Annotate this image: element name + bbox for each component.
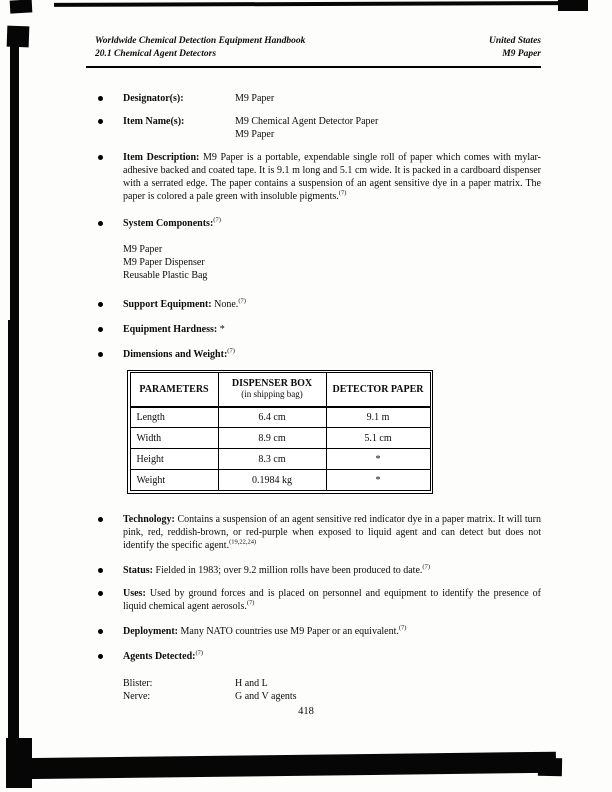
dimensions-table: [127, 370, 433, 494]
header-rule: [86, 66, 541, 68]
field-status: [95, 564, 541, 577]
value-cell: 8.3 cm: [218, 449, 326, 470]
agents-detected-rows: [123, 677, 541, 703]
item-description-label: Item Description:: [123, 151, 200, 163]
item-name-value: M9 Chemical Agent Detector Paper: [235, 115, 379, 127]
reference-superscript: (7): [422, 563, 430, 571]
status-text: Fielded in 1983; over 9.2 million rolls have been produced to date.: [155, 564, 423, 576]
bullet-icon: [98, 119, 103, 124]
bullet-icon: [98, 155, 103, 160]
deployment-label: Deployment:: [123, 625, 178, 637]
item-label: M9 Paper: [502, 48, 541, 59]
reference-superscript: (7): [338, 189, 347, 197]
bullet-icon: [98, 591, 103, 596]
technology-label: Technology:: [123, 513, 175, 525]
uses-label: Uses:: [123, 587, 146, 599]
reference-superscript: (7): [238, 297, 246, 305]
field-equipment-hardness: [95, 323, 541, 336]
bullet-icon: [98, 629, 103, 634]
field-support-equipment: [95, 298, 541, 311]
param-cell: Height: [130, 449, 218, 470]
field-uses: [95, 587, 541, 613]
agent-type: Nerve:: [123, 690, 151, 702]
bullet-icon: [98, 654, 103, 659]
field-dimensions-weight: [95, 348, 541, 361]
col-header-dispenser-box: [218, 373, 326, 407]
reference-superscript: (7): [213, 216, 221, 224]
scan-artifact-top-line: [54, 1, 562, 7]
value-cell: *: [326, 470, 430, 491]
uses-text: Used by ground forces and is placed on personnel and equipment to identify the presence of liquid chemical agent aerosols.: [123, 587, 542, 612]
table-row: [130, 449, 430, 470]
dimensions-weight-label: Dimensions and Weight:: [123, 348, 228, 360]
scan-artifact-bottom-left: [6, 738, 32, 788]
bullet-icon: [98, 517, 103, 522]
system-components-list: [123, 243, 541, 282]
value-cell: 6.4 cm: [218, 407, 326, 428]
param-cell: Length: [130, 407, 218, 428]
value-cell: 9.1 m: [326, 407, 430, 428]
component-item: M9 Paper: [123, 243, 163, 255]
value-cell: *: [326, 449, 430, 470]
component-item: Reusable Plastic Bag: [123, 269, 208, 281]
reference-superscript: (7): [227, 347, 235, 355]
bullet-icon: [98, 568, 103, 573]
agent-row: [123, 690, 541, 703]
item-name-label: Item Name(s):: [123, 115, 185, 127]
header-right: [489, 35, 541, 61]
bullet-icon: [98, 352, 103, 357]
col-header-detector-paper: DETECTOR PAPER: [326, 373, 430, 407]
page-content: [95, 35, 541, 703]
agent-type: Blister:: [123, 677, 153, 689]
agents-detected-label: Agents Detected:: [123, 650, 196, 662]
field-item-name: [95, 115, 541, 141]
value-cell: 5.1 cm: [326, 428, 430, 449]
field-item-description: [95, 151, 541, 203]
reference-superscript: (7): [195, 649, 204, 657]
agent-row: [123, 677, 541, 690]
page-header: [95, 35, 541, 61]
col-header-text: DISPENSER BOX: [231, 378, 313, 390]
agent-names: H and L: [235, 677, 268, 689]
table-container: [123, 361, 541, 499]
value-cell: 0.1984 kg: [218, 470, 326, 491]
reference-superscript: (7): [246, 599, 255, 607]
technology-text: Contains a suspension of an agent sensitive red indicator dye in a paper matrix. It will turn pink, red, reddish-brown, or red-purple when exposed to liquid agent and can detect but does not identify the specific agent.: [123, 513, 542, 551]
bullet-icon: [98, 96, 103, 101]
status-label: Status:: [123, 564, 154, 576]
equipment-hardness-label: Equipment Hardness:: [123, 323, 218, 335]
bullet-icon: [98, 327, 103, 332]
table-row: [130, 428, 430, 449]
support-equipment-label: Support Equipment:: [123, 298, 212, 310]
value-cell: 8.9 cm: [218, 428, 326, 449]
equipment-hardness-value: *: [219, 323, 225, 335]
bullet-icon: [98, 302, 103, 307]
scan-artifact-bottom-right: [538, 758, 562, 776]
item-description-text: M9 Paper is a portable, expendable single roll of paper which comes with mylar-adhesive backed and coated tape. It is 9.1 m long and 5.1 cm wide. It is packed in a cardboard dispenser with a serrated edge. The paper contains a suspension of an agent sensitive dye in a paper matrix. The paper is colored a pale green with insoluble pigments.: [123, 151, 541, 202]
field-agents-detected: [95, 650, 541, 663]
system-components-label: System Components:: [123, 217, 214, 229]
country-label: United States: [489, 36, 541, 46]
scan-artifact-top-right: [558, 0, 588, 11]
field-designator: [95, 92, 541, 105]
table-header-row: [130, 373, 430, 407]
component-item: M9 Paper Dispenser: [123, 256, 205, 268]
deployment-text: Many NATO countries use M9 Paper or an equivalent.: [180, 625, 399, 637]
reference-superscript: (7): [398, 624, 407, 632]
field-deployment: [95, 625, 541, 638]
designator-label: Designator(s):: [123, 92, 184, 104]
support-equipment-value: None.: [214, 298, 239, 310]
page-number: 418: [298, 706, 314, 717]
scan-artifact-bottom-bar: [14, 752, 556, 780]
col-header-subtext: (in shipping bag): [241, 389, 303, 400]
bullet-icon: [98, 221, 103, 226]
field-system-components: [95, 217, 541, 282]
field-technology: [95, 513, 541, 552]
param-cell: Width: [130, 428, 218, 449]
item-name-value: M9 Paper: [235, 128, 275, 140]
designator-value: M9 Paper: [235, 92, 275, 104]
section-title: 20.1 Chemical Agent Detectors: [95, 48, 217, 59]
param-cell: Weight: [130, 470, 218, 491]
col-header-parameters: PARAMETERS: [130, 373, 218, 407]
reference-superscript: (19,22,24): [229, 538, 257, 546]
handbook-title: Worldwide Chemical Detection Equipment Handbook: [95, 36, 306, 46]
header-left: [95, 35, 305, 61]
scan-artifact-top-left-1: [10, 0, 33, 14]
agent-names: G and V agents: [235, 690, 297, 702]
item-name-values: [235, 115, 541, 141]
table-row: [130, 407, 430, 428]
table-row: [130, 470, 430, 491]
